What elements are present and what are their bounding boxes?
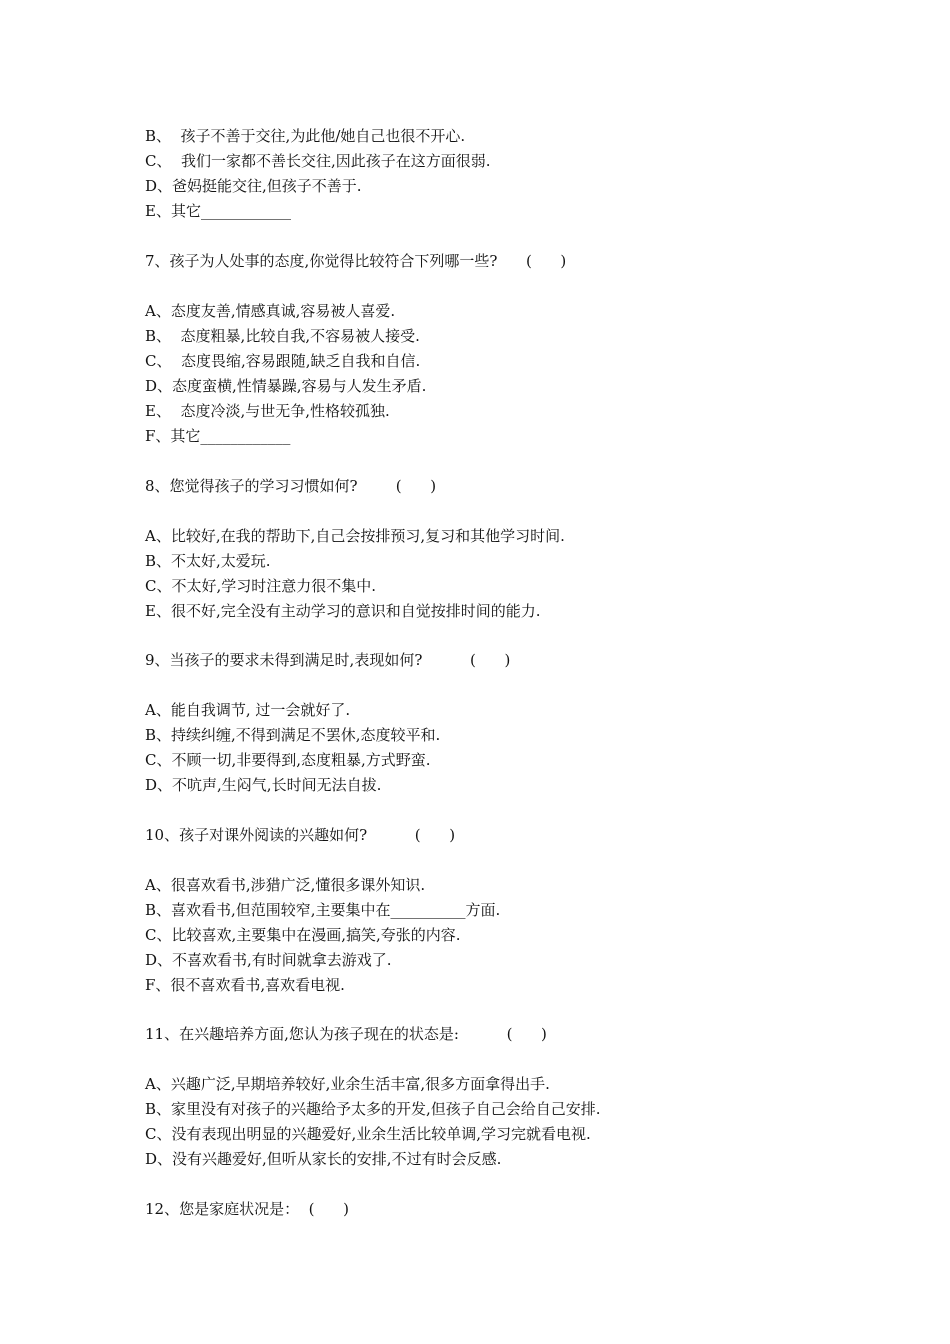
option-b-q9: B、持续纠缠,不得到满足不罢休,态度较平和. <box>145 726 441 744</box>
option-e-q7: E、 态度冷淡,与世无争,性格较孤独. <box>145 402 390 420</box>
option-d-q9: D、不吭声,生闷气,长时间无法自拔. <box>145 776 382 794</box>
question-12: 12、您是家庭状况是： ( ) <box>145 1200 349 1218</box>
question-7: 7、孩子为人处事的态度,你觉得比较符合下列哪一些? ( ) <box>145 252 567 270</box>
option-d-q11: D、没有兴趣爱好,但听从家长的安排,不过有时会反感. <box>145 1150 502 1168</box>
question-10: 10、孩子对课外阅读的兴趣如何? ( ) <box>145 826 456 844</box>
option-d-q10: D、不喜欢看书,有时间就拿去游戏了. <box>145 951 392 969</box>
option-b-q8: B、不太好,太爱玩. <box>145 552 271 570</box>
option-f-q10: F、很不喜欢看书,喜欢看电视. <box>145 976 345 994</box>
option-d-q6: D、爸妈挺能交往,但孩子不善于. <box>145 177 362 195</box>
option-e-q6: E、其它____________ <box>145 202 291 220</box>
option-a-q10: A、很喜欢看书,涉猎广泛,懂很多课外知识. <box>145 876 426 894</box>
option-b-q7: B、 态度粗暴,比较自我,不容易被人接受. <box>145 327 420 345</box>
option-c-q10: C、比较喜欢,主要集中在漫画,搞笑,夸张的内容. <box>145 926 461 944</box>
option-b-q11: B、家里没有对孩子的兴趣给予太多的开发,但孩子自己会给自己安排. <box>145 1100 601 1118</box>
question-9: 9、当孩子的要求未得到满足时,表现如何? ( ) <box>145 651 511 669</box>
option-b-q6: B、 孩子不善于交往,为此他/她自己也很不开心. <box>145 127 466 145</box>
option-f-q7: F、其它____________ <box>145 427 291 445</box>
question-8: 8、您觉得孩子的学习习惯如何? ( ) <box>145 477 437 495</box>
option-c-q7: C、 态度畏缩,容易跟随,缺乏自我和自信. <box>145 352 421 370</box>
option-e-q8: E、很不好,完全没有主动学习的意识和自觉按排时间的能力. <box>145 602 541 620</box>
option-a-q11: A、兴趣广泛,早期培养较好,业余生活丰富,很多方面拿得出手. <box>145 1075 550 1093</box>
option-c-q6: C、 我们一家都不善长交往,因此孩子在这方面很弱. <box>145 152 491 170</box>
option-c-q9: C、不顾一切,非要得到,态度粗暴,方式野蛮. <box>145 751 431 769</box>
question-11: 11、在兴趣培养方面,您认为孩子现在的状态是: ( ) <box>145 1025 547 1043</box>
option-b-q10: B、喜欢看书,但范围较窄,主要集中在__________方面. <box>145 901 501 919</box>
option-a-q7: A、态度友善,情感真诚,容易被人喜爱. <box>145 302 396 320</box>
option-a-q8: A、比较好,在我的帮助下,自己会按排预习,复习和其他学习时间. <box>145 527 565 545</box>
option-a-q9: A、能自我调节, 过一会就好了. <box>145 701 351 719</box>
option-c-q8: C、不太好,学习时注意力很不集中. <box>145 577 377 595</box>
option-d-q7: D、态度蛮横,性情暴躁,容易与人发生矛盾. <box>145 377 427 395</box>
option-c-q11: C、没有表现出明显的兴趣爱好,业余生活比较单调,学习完就看电视. <box>145 1125 591 1143</box>
